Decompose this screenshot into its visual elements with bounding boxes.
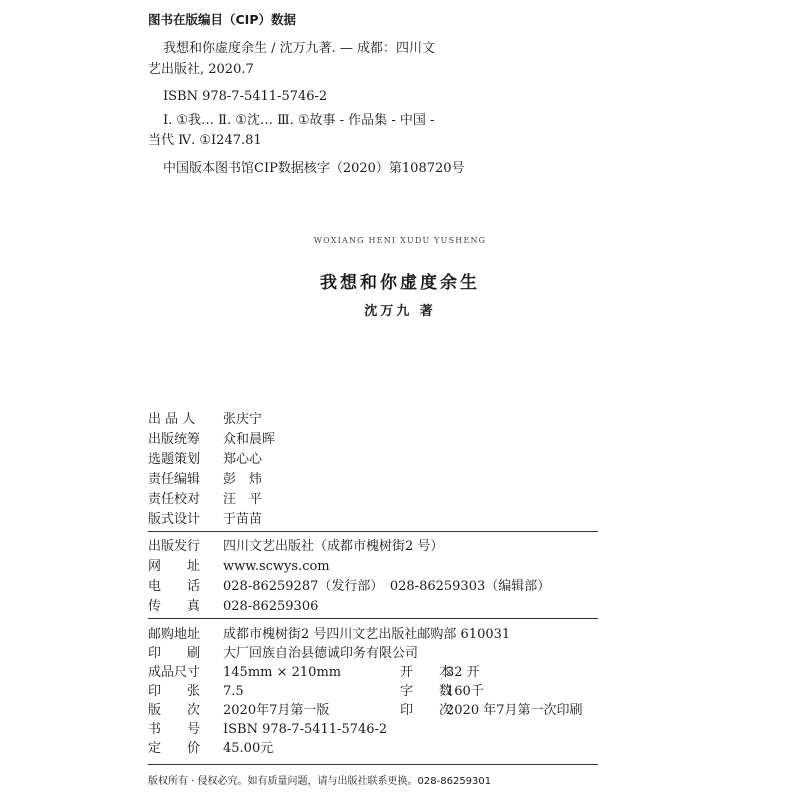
cip-catalog-line-1: 我想和你虚度余生 / 沈万九著. — 成都：四川文 [163, 41, 436, 56]
credit-row [148, 430, 608, 450]
credit-value: 于苗苗 [223, 512, 263, 527]
isbn-value: ISBN 978-7-5411-5746-2 [223, 722, 388, 737]
book-title: 我想和你虚度余生 [320, 273, 480, 293]
website-value: www.scwys.com [223, 559, 330, 574]
spec-label: 开 本 [400, 665, 453, 680]
publisher-label: 出版发行 [148, 539, 201, 554]
spec-row [148, 720, 608, 740]
credit-row [148, 510, 608, 530]
credit-label: 出版统筹 [148, 432, 201, 447]
spec-row [148, 663, 608, 683]
spec-value: 160千 [446, 684, 484, 699]
spec-label: 成品尺寸 [148, 665, 201, 680]
phone-value: 028-86259287（发行部） 028-86259303（编辑部） [223, 579, 551, 594]
spec-label: 印 刷 [148, 646, 201, 661]
spec-row [148, 739, 608, 759]
spec-label: 版 次 [148, 703, 201, 718]
publisher-row [148, 597, 608, 617]
credit-value: 张庆宁 [223, 412, 263, 427]
spec-row [148, 682, 608, 702]
fax-value: 028-86259306 [223, 599, 319, 614]
cip-classification-line-2: 当代 Ⅳ. ①I247.81 [148, 133, 262, 148]
spec-value: 2020 年7月第一次印刷 [446, 703, 583, 718]
spec-row [148, 701, 608, 721]
spec-value: 145mm × 210mm [223, 665, 342, 680]
publisher-label: 传 真 [148, 599, 201, 614]
spec-value: 32 开 [446, 665, 480, 680]
credit-label: 出 品 人 [148, 412, 196, 427]
credit-label: 责任校对 [148, 492, 201, 507]
credit-value: 彭 炜 [223, 472, 263, 487]
credit-label: 选题策划 [148, 452, 201, 467]
credit-label: 版式设计 [148, 512, 201, 527]
divider [148, 764, 598, 765]
spec-value: 成都市槐树街2 号四川文艺出版社邮购部 610031 [223, 627, 511, 642]
publisher-value: 四川文艺出版社（成都市槐树街2 号） [223, 539, 444, 554]
credit-row [148, 410, 608, 430]
credit-value: 郑心心 [223, 452, 263, 467]
divider [148, 531, 598, 532]
spec-value: 7.5 [223, 684, 244, 699]
cip-classification-line-1: Ⅰ. ①我… Ⅱ. ①沈… Ⅲ. ①故事 - 作品集 - 中国 - [163, 113, 435, 128]
divider [148, 618, 598, 619]
spec-label: 邮购地址 [148, 627, 201, 642]
spec-label: 字 数 [400, 684, 453, 699]
spec-label: 印 张 [148, 684, 201, 699]
cip-data-number: 中国版本图书馆CIP数据核字（2020）第108720号 [163, 161, 465, 176]
publisher-label: 电 话 [148, 579, 201, 594]
credit-row [148, 450, 608, 470]
price-value: 45.00元 [223, 741, 274, 756]
book-author: 沈万九 著 [364, 304, 436, 319]
cip-isbn: ISBN 978-7-5411-5746-2 [163, 89, 328, 104]
publisher-row [148, 537, 608, 557]
spec-value: 大厂回族自治县德诚印务有限公司 [223, 646, 419, 661]
spec-row [148, 644, 608, 664]
credits-section [148, 410, 608, 530]
specs-section [148, 625, 608, 765]
spec-label: 印 次 [400, 703, 453, 718]
spec-row [148, 625, 608, 645]
cip-heading: 图书在版编目（CIP）数据 [148, 12, 296, 27]
spec-label: 书 号 [148, 722, 201, 737]
credit-row [148, 490, 608, 510]
publisher-row [148, 557, 608, 577]
book-title-pinyin: WOXIANG HENI XUDU YUSHENG [313, 236, 487, 245]
credit-row [148, 470, 608, 490]
credit-label: 责任编辑 [148, 472, 201, 487]
spec-label: 定 价 [148, 741, 201, 756]
copyright-notice: 版权所有 · 侵权必究。如有质量问题，请与出版社联系更换。028-86259301 [148, 776, 492, 787]
credit-value: 众和晨晖 [223, 432, 276, 447]
publisher-label: 网 址 [148, 559, 201, 574]
cip-catalog-line-2: 艺出版社, 2020.7 [148, 62, 254, 77]
publisher-section [148, 537, 608, 617]
spec-value: 2020年7月第一版 [223, 703, 330, 718]
credit-value: 汪 平 [223, 492, 263, 507]
publisher-row [148, 577, 608, 597]
